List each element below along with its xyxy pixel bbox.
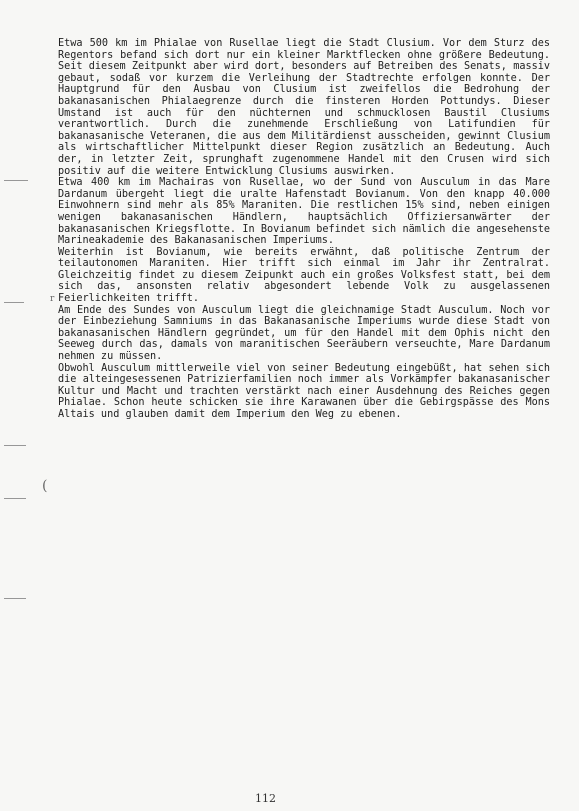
margin-mark (4, 498, 26, 499)
paragraph-bovianum: Etwa 400 km im Machairas von Rusellae, wo der Sund von Ausculum in das Mare Dardanum übergeht liegt die uralte Hafenstadt Bovianum. Von den knapp 40.000 Einwohnern sind mehr als 85% Maraniten. Die restlichen 15% sind, neben einigen wenigen bakanasanischen Händlern, hauptsächlich Offiziersanwärter der bakanasanischen Kriegsflotte. In Bovianum befindet sich nämlich die angesehenste Marineakademie des Bakanasanischen Imperiums. (58, 177, 550, 247)
page-number: 112 (255, 792, 276, 805)
margin-mark (4, 598, 26, 599)
margin-mark (4, 445, 26, 446)
paragraph-bovianum-politics: Weiterhin ist Bovianum, wie bereits erwähnt, daß politische Zentrum der teilautonomen Maraniten. Hier trifft sich einmal im Jahr ihr Zentralrat. Gleichzeitig findet zu diesem Zeipunkt auch ein großes Volksfest statt, bei dem sich das, ansonsten relativ abgesondert lebende Volk zu ausgelassenen Feierlichkeiten trifft. (58, 246, 550, 305)
paragraph-clusium: Etwa 500 km im Phialae von Rusellae liegt die Stadt Clusium. Vor dem Sturz des Regentors befand sich dort nur ein kleiner Marktflecken ohne größere Bedeutung. Seit diesem Zeitpunkt aber wird dort, besonders auf Betreiben des Senats, massiv gebaut, sodaß vor kurzem die Verleihung der Stadtrechte erfolgen konnte. Der Hauptgrund für den Ausbau von Clusium ist zweifellos die Bedrohung der bakanasanischen Phialaegrenze durch die finsteren Horden Pottundys. Dieser Umstand ist auch für den nüchternen und schmucklosen Baustil Clusiums verantwortlich. Durch die zunehmende Erschließung von Latifundien für bakanasanische Veteranen, die aus dem Militärdienst ausscheiden, gewinnt Clusium als wirtschaftlicher Mittelpunkt dieser Region zusätzlich an Bedeutung. Auch der, in letzter Zeit, sprunghaft zugenommene Handel mit den Crusen wird sich positiv auf die weitere Entwicklung Clusiums auswirken. (58, 38, 550, 177)
body-text (58, 38, 550, 421)
paragraph-ausculum-families: Obwohl Ausculum mittlerweile viel von seiner Bedeutung eingebüßt, hat sehen sich die alteingesessenen Patrizierfamilien noch immer als Vorkämpfer bakanasanischer Kultur und Macht und trachten verstärkt nach einer Ausdehnung des Reiches gegen Phialae. Schon heute schicken sie ihre Karawanen über die Gebirgspässe des Mons Altais und glauben damit dem Imperium den Weg zu ebenen. (58, 362, 550, 420)
paragraph-ausculum: Am Ende des Sundes von Ausculum liegt die gleichnamige Stadt Ausculum. Noch vor der Einbeziehung Samniums in das Bakanasanische Imperiums wurde diese Stadt von bakanasanischen Händlern gegründet, um für den Handel mit dem Ophis nicht den Seeweg durch das, damals von maranitischen Seeräubern verseuchte, Mare Dardanum nehmen zu müssen. (58, 304, 550, 363)
margin-scribble: ( (42, 478, 48, 494)
margin-mark (4, 302, 24, 303)
margin-scribble: r (50, 294, 55, 304)
margin-mark (4, 180, 28, 181)
